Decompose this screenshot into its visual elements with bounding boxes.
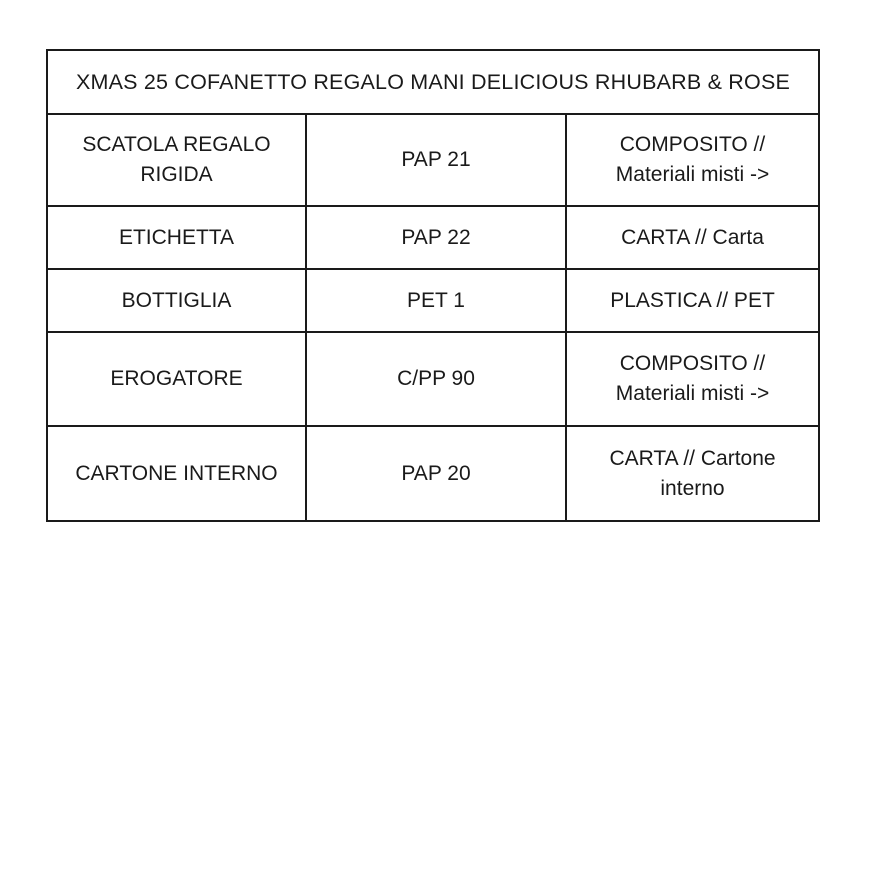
material-type-cell: CARTA // Cartone interno	[565, 427, 818, 520]
material-type-cell: CARTA // Carta	[565, 207, 818, 268]
material-type-cell: COMPOSITO // Materiali misti ->	[565, 333, 818, 425]
table-row	[48, 425, 818, 520]
component-cell: SCATOLA REGALO RIGIDA	[82, 133, 271, 186]
table-title-row	[48, 51, 818, 113]
material-code-cell: PAP 20	[305, 427, 565, 520]
table-row	[48, 205, 818, 268]
table-title: XMAS 25 COFANETTO REGALO MANI DELICIOUS RHUBARB & ROSE	[75, 69, 791, 94]
material-code-cell: PET 1	[305, 270, 565, 331]
component-cell: CARTONE INTERNO	[75, 461, 278, 485]
component-cell: EROGATORE	[110, 367, 243, 390]
component-cell: BOTTIGLIA	[121, 288, 232, 312]
material-code-cell: PAP 21	[305, 115, 565, 205]
packaging-materials-table	[46, 49, 820, 522]
table-row	[48, 331, 818, 425]
material-type-cell: PLASTICA // PET	[565, 270, 818, 331]
table-row	[48, 113, 818, 205]
material-type-cell: COMPOSITO // Materiali misti ->	[565, 115, 818, 205]
material-code-cell: C/PP 90	[305, 333, 565, 425]
table-row	[48, 268, 818, 331]
material-code-cell: PAP 22	[305, 207, 565, 268]
component-cell: ETICHETTA	[118, 225, 235, 249]
